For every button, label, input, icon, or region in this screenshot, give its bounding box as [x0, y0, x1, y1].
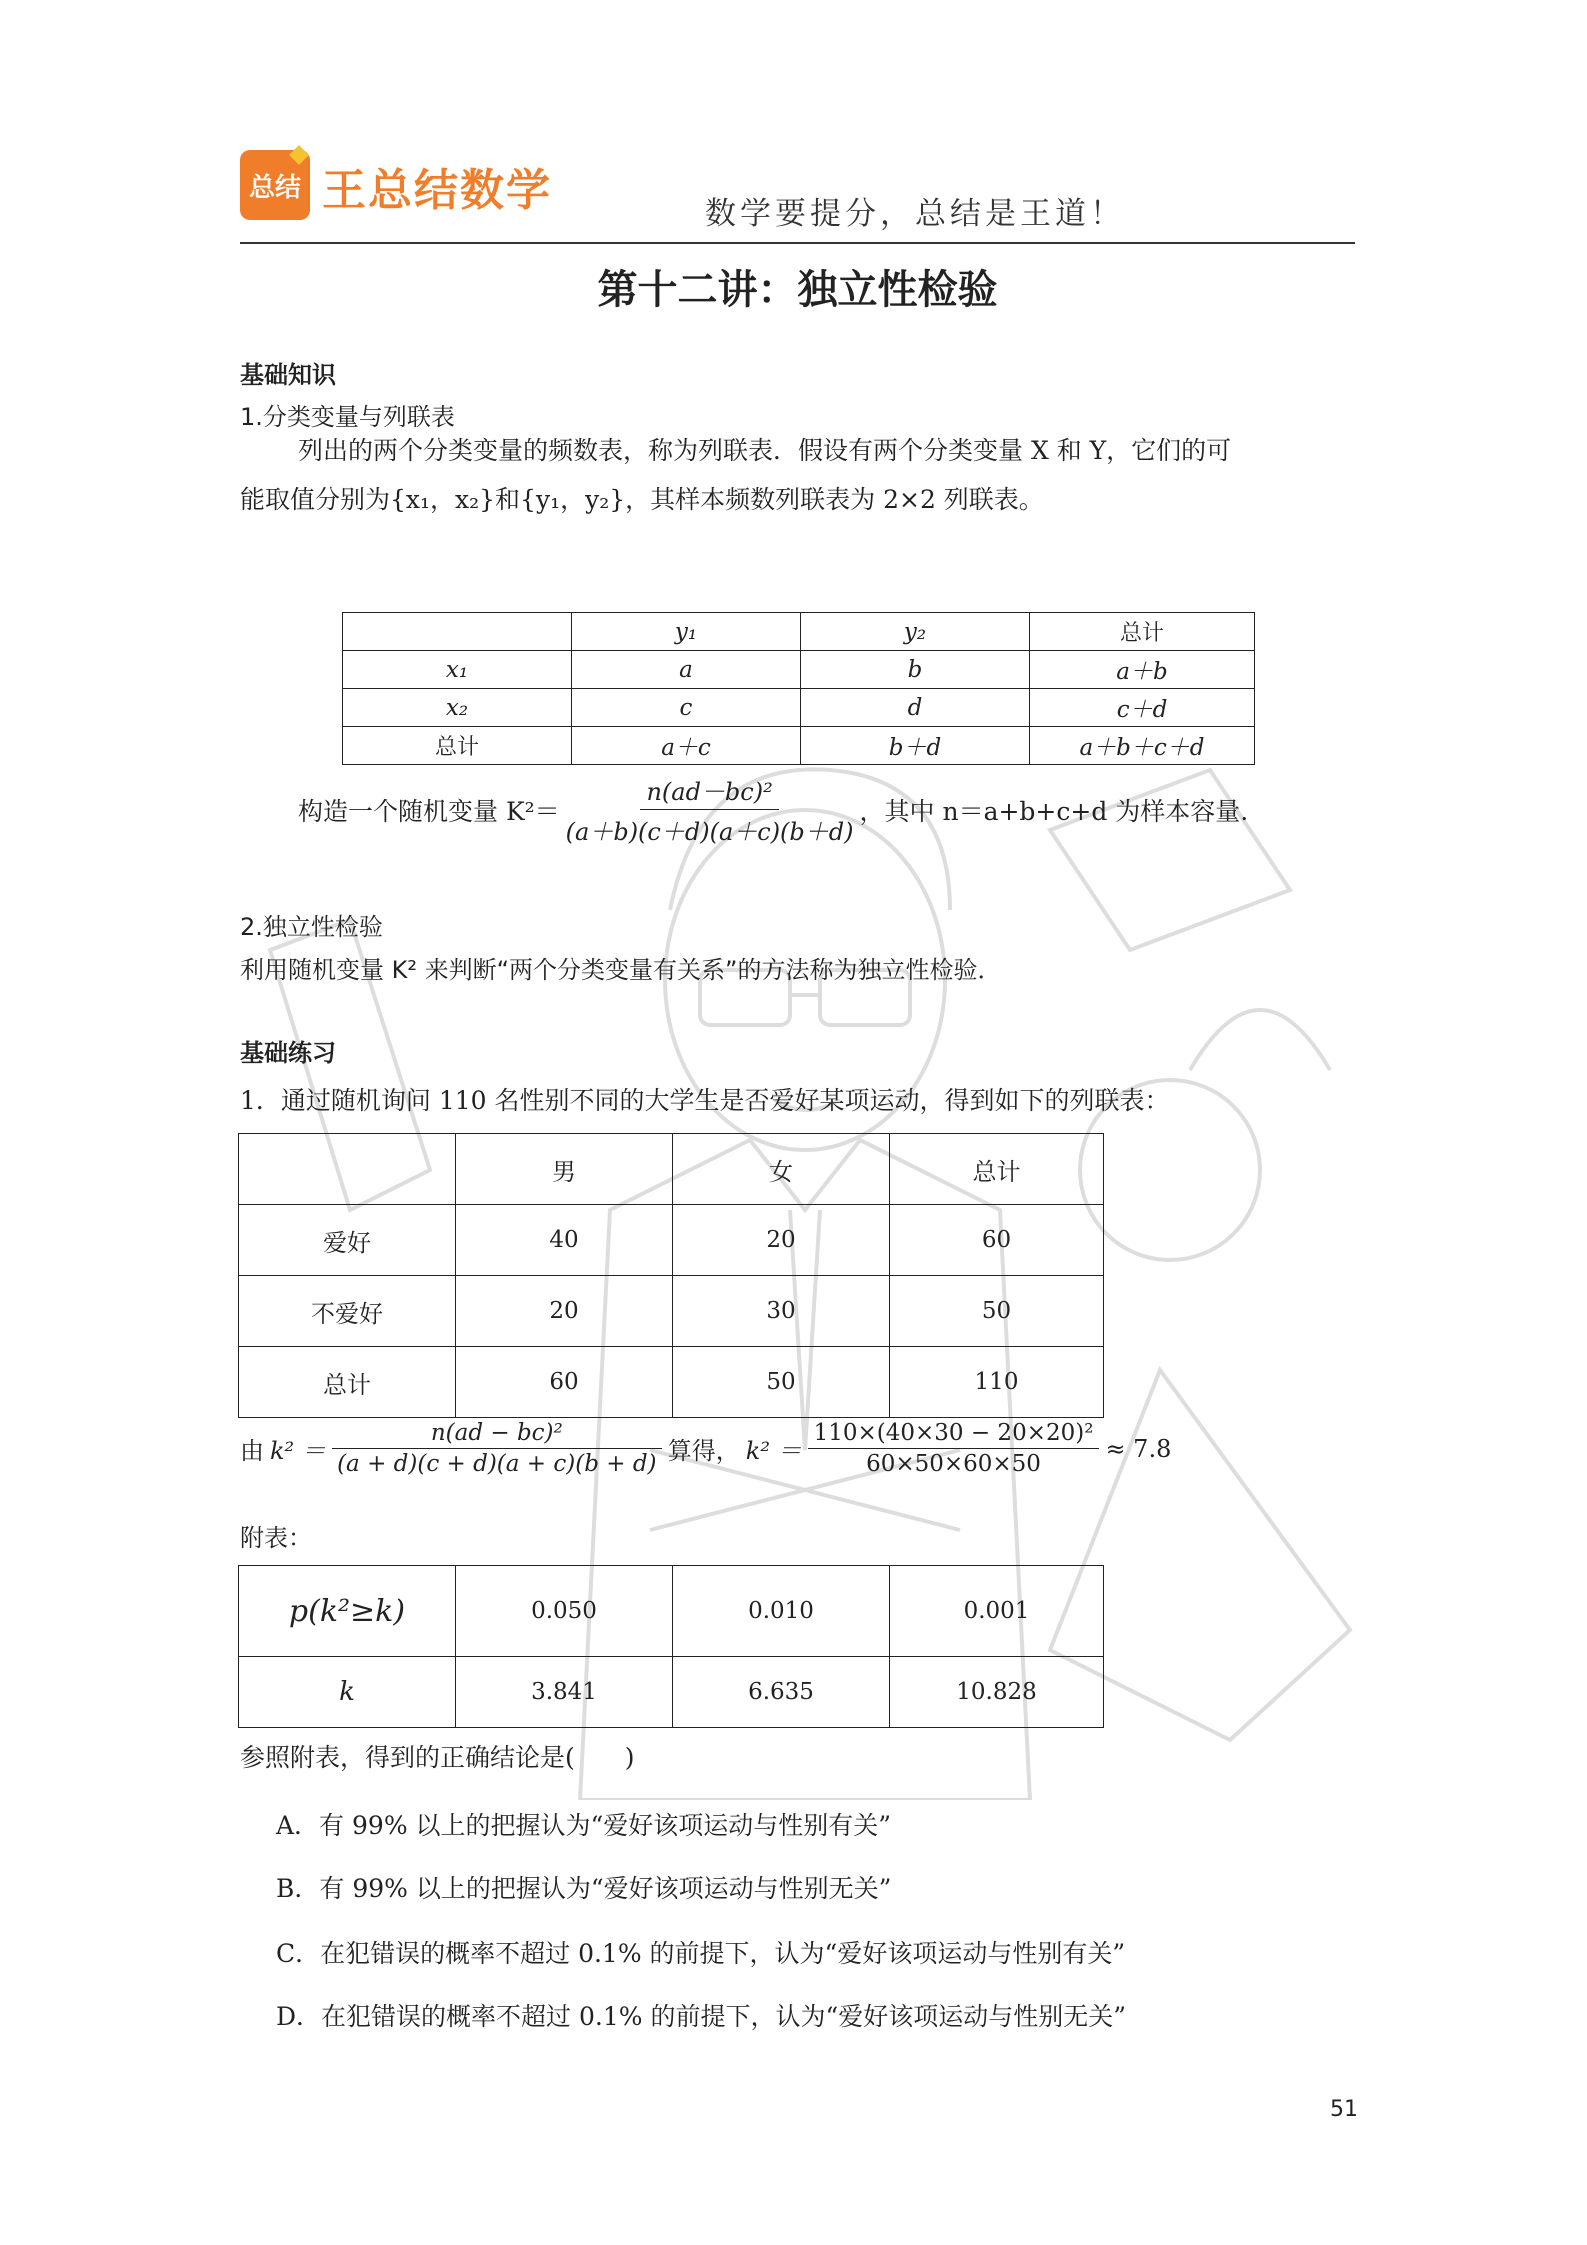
table-cell: x₁: [343, 651, 572, 689]
table-row: [239, 1134, 1104, 1205]
table-cell: x₂: [343, 689, 572, 727]
option-a[interactable]: A．有 99% 以上的把握认为“爱好该项运动与性别有关”: [276, 1811, 892, 1840]
table-cell: y₂: [801, 613, 1030, 651]
formula-fraction: [332, 1420, 662, 1477]
table-cell: 总计: [890, 1134, 1104, 1205]
table-row: [343, 651, 1255, 689]
calc-fraction: [808, 1420, 1100, 1477]
k2-prefix: 构造一个随机变量 K²＝: [298, 796, 560, 826]
table-cell: 40: [456, 1205, 673, 1276]
table-cell: 男: [456, 1134, 673, 1205]
table-cell: d: [801, 689, 1030, 727]
table-row: [239, 1657, 1104, 1728]
brand-name: 王总结数学: [322, 165, 552, 216]
k2-numerator: n(ad－bc)²: [640, 772, 778, 810]
table-cell: b＋d: [801, 727, 1030, 765]
k2-computation: [240, 1420, 1171, 1477]
table-row: [239, 1205, 1104, 1276]
page-title: 第十二讲：独立性检验: [597, 267, 998, 313]
subsection-heading-1: 1.分类变量与列联表: [240, 403, 455, 431]
table-cell: 总计: [343, 727, 572, 765]
option-d[interactable]: D．在犯错误的概率不超过 0.1% 的前提下，认为“爱好该项运动与性别无关”: [276, 2002, 1127, 2031]
header-divider: [240, 242, 1355, 244]
table-cell: 女: [673, 1134, 890, 1205]
calc-result: ≈ 7.8: [1105, 1434, 1172, 1463]
paragraph-2: 利用随机变量 K² 来判断“两个分类变量有关系”的方法称为独立性检验．: [240, 956, 1002, 984]
formula-numerator: n(ad − bc)²: [332, 1420, 662, 1449]
table-cell: 爱好: [239, 1205, 456, 1276]
table-cell: 0.001: [890, 1566, 1104, 1657]
table-row: [343, 689, 1255, 727]
contingency-table: [342, 612, 1255, 765]
subsection-heading-2: 2.独立性检验: [240, 913, 383, 941]
table-cell: 0.010: [673, 1566, 890, 1657]
table-cell: a: [572, 651, 801, 689]
table-row: [239, 1347, 1104, 1418]
slogan: 数学要提分，总结是王道！: [705, 196, 1125, 232]
section-heading-practice: 基础练习: [240, 1039, 336, 1067]
calc-numerator: 110×(40×30 − 20×20)²: [808, 1420, 1100, 1449]
table-cell: 总计: [1030, 613, 1255, 651]
table-cell: a＋b: [1030, 651, 1255, 689]
formula-prefix: 由: [240, 1437, 264, 1465]
table-row: [343, 613, 1255, 651]
k2-definition: [298, 772, 1248, 847]
table-row: [343, 727, 1255, 765]
table-cell: 60: [890, 1205, 1104, 1276]
table-cell: 50: [890, 1276, 1104, 1347]
appendix-table: [238, 1565, 1104, 1728]
paragraph-1-line-1: 列出的两个分类变量的频数表，称为列联表．假设有两个分类变量 X 和 Y，它们的可: [298, 436, 1232, 465]
logo-text: 总结: [248, 172, 301, 203]
table-cell: 不爱好: [239, 1276, 456, 1347]
table-cell: c: [572, 689, 801, 727]
k2-suffix: ，其中 n＝a+b+c+d 为样本容量.: [859, 796, 1249, 826]
table-cell: y₁: [572, 613, 801, 651]
table-cell: 10.828: [890, 1657, 1104, 1728]
paragraph-1-line-2: 能取值分别为{x₁，x₂}和{y₁，y₂}，其样本频数列联表为 2×2 列联表。: [240, 485, 1044, 514]
calc-denominator: 60×50×60×50: [866, 1451, 1041, 1477]
table-cell: 3.841: [456, 1657, 673, 1728]
table-cell: p(k²≥k): [239, 1566, 456, 1657]
table-cell: 50: [673, 1347, 890, 1418]
table-cell: 总计: [239, 1347, 456, 1418]
k2-denominator: (a＋b)(c＋d)(a＋c)(b＋d): [565, 818, 854, 846]
formula-k2: k² ＝: [745, 1437, 802, 1465]
appendix-label: 附表：: [240, 1524, 312, 1552]
question-text: 参照附表，得到的正确结论是( ): [240, 1743, 635, 1772]
table-cell: k: [239, 1657, 456, 1728]
table-cell: a＋c: [572, 727, 801, 765]
formula-denominator: (a + d)(c + d)(a + c)(b + d): [337, 1451, 657, 1477]
table-cell: 20: [673, 1205, 890, 1276]
table-row: [239, 1276, 1104, 1347]
table-cell: 20: [456, 1276, 673, 1347]
survey-table: [238, 1133, 1104, 1418]
table-cell: 0.050: [456, 1566, 673, 1657]
option-c[interactable]: C．在犯错误的概率不超过 0.1% 的前提下，认为“爱好该项运动与性别有关”: [276, 1939, 1126, 1968]
k2-fraction: [560, 772, 860, 847]
table-cell: b: [801, 651, 1030, 689]
section-heading-knowledge: 基础知识: [240, 361, 336, 389]
option-b[interactable]: B．有 99% 以上的把握认为“爱好该项运动与性别无关”: [276, 1874, 892, 1903]
table-cell: a＋b＋c＋d: [1030, 727, 1255, 765]
formula-k: k² ＝: [270, 1437, 326, 1465]
table-cell: 60: [456, 1347, 673, 1418]
table-cell: 110: [890, 1347, 1104, 1418]
page-number: 51: [1330, 2097, 1358, 2122]
table-cell: 6.635: [673, 1657, 890, 1728]
problem-stem: 1．通过随机询问 110 名性别不同的大学生是否爱好某项运动，得到如下的列联表：: [240, 1086, 1170, 1115]
table-cell: 30: [673, 1276, 890, 1347]
table-row: [239, 1566, 1104, 1657]
formula-mid: 算得，: [667, 1437, 740, 1465]
table-cell: c＋d: [1030, 689, 1255, 727]
